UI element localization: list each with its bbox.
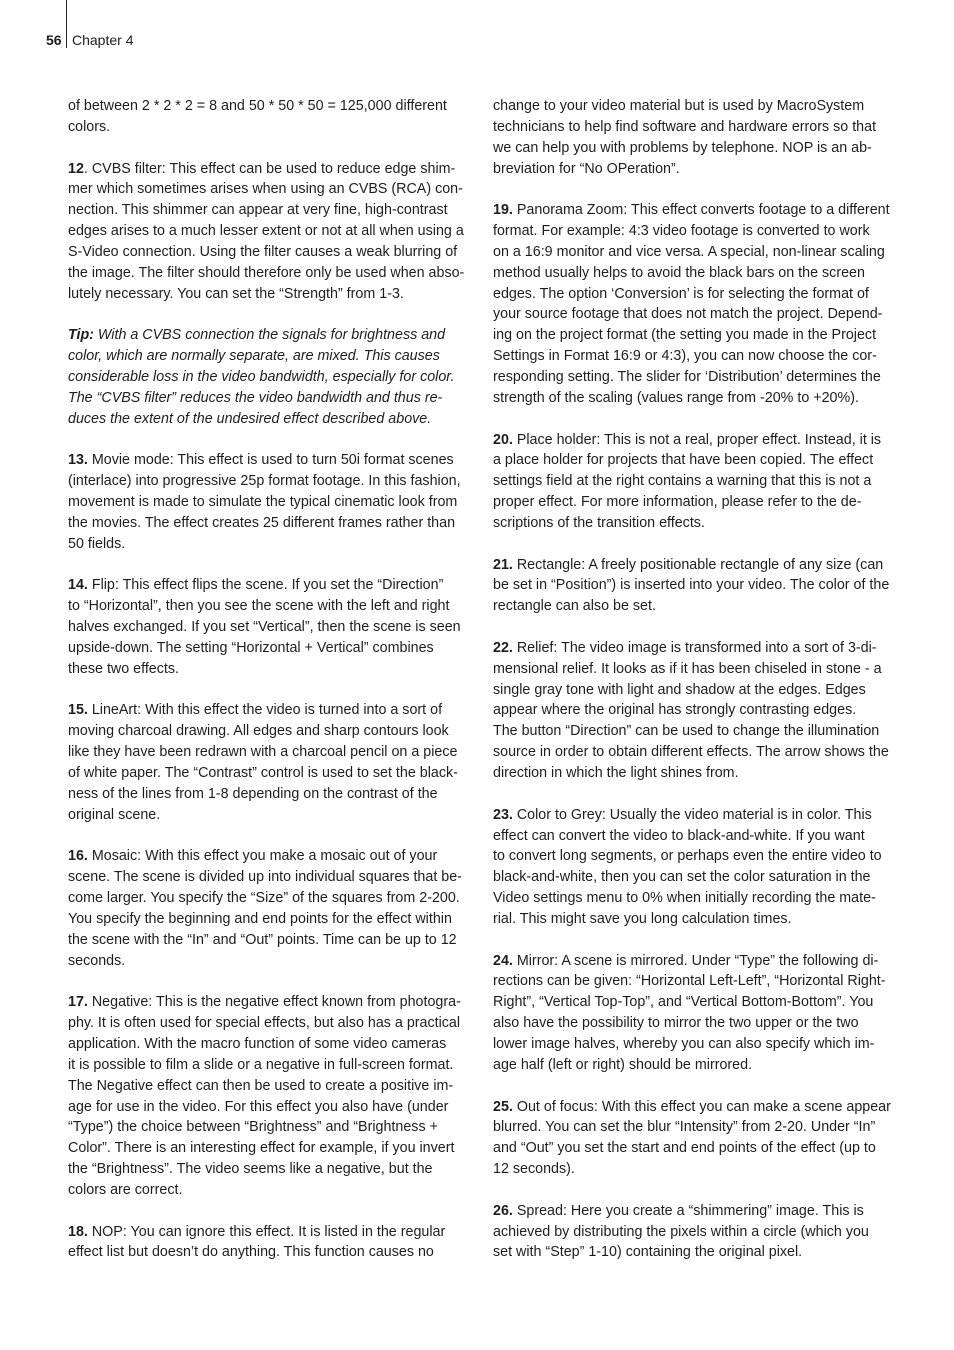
line-text: also have the possibility to mirror the two upper or the two bbox=[493, 1015, 859, 1032]
text-line bbox=[493, 1242, 899, 1263]
text-line bbox=[493, 1034, 899, 1055]
effect-paragraph bbox=[68, 1222, 472, 1264]
line-text: colors. bbox=[68, 118, 111, 135]
line-text: The button “Direction” can be used to change the illumination bbox=[493, 723, 880, 740]
item-number: Tip: bbox=[68, 327, 94, 344]
text-line bbox=[493, 1159, 899, 1180]
effect-paragraph bbox=[493, 951, 899, 1076]
line-text: achieved by distributing the pixels within a circle (which you bbox=[493, 1223, 869, 1240]
effect-paragraph bbox=[68, 159, 472, 305]
line-text: strength of the scaling (values range from -20% to +20%). bbox=[493, 389, 859, 406]
text-line bbox=[493, 742, 899, 763]
text-line bbox=[493, 1097, 899, 1118]
line-text: of white paper. The “Contrast” control is used to set the black- bbox=[68, 765, 458, 781]
text-line bbox=[68, 721, 472, 742]
line-text: rections can be given: “Horizontal Left-Left”, “Horizontal Right- bbox=[493, 973, 886, 990]
text-line bbox=[68, 513, 472, 534]
line-text: format. For example: 4:3 video footage is converted to work bbox=[493, 223, 870, 240]
text-line bbox=[493, 159, 899, 180]
line-text: black-and-white, then you can set the color saturation in the bbox=[493, 869, 871, 886]
text-line bbox=[493, 1117, 899, 1138]
line-text: 50 fields. bbox=[68, 535, 126, 552]
text-line bbox=[68, 638, 472, 659]
line-text: lower image halves, whereby you can also specify which im- bbox=[493, 1035, 875, 1052]
text-line bbox=[493, 492, 899, 513]
line-text: the image. The filter should therefore only be used when abso- bbox=[68, 264, 465, 281]
line-text: halves exchanged. If you set “Vertical”, then the scene is seen bbox=[68, 619, 461, 636]
text-line bbox=[68, 888, 472, 909]
line-text: Flip: This effect flips the scene. If you set the “Direction” bbox=[87, 577, 444, 594]
effect-paragraph bbox=[493, 1097, 899, 1180]
item-number: 25. bbox=[493, 1098, 513, 1115]
line-text: application. With the macro function of some video cameras bbox=[68, 1035, 447, 1052]
text-line bbox=[493, 680, 899, 701]
line-text: Settings in Format 16:9 or 4:3), you can now choose the cor- bbox=[493, 348, 877, 365]
line-text: be set in “Position”) is inserted into your video. The color of the bbox=[493, 577, 890, 594]
header-rule bbox=[66, 0, 67, 48]
line-text: and “Out” you set the start and end points of the effect (up to bbox=[493, 1140, 876, 1157]
text-line bbox=[493, 805, 899, 826]
line-text: NOP: You can ignore this effect. It is listed in the regular bbox=[87, 1223, 446, 1240]
line-text: Color to Grey: Usually the video material is in color. This bbox=[512, 806, 872, 823]
text-line bbox=[68, 388, 472, 409]
text-line bbox=[68, 909, 472, 930]
line-text: Video settings menu to 0% when initially recording the mate- bbox=[493, 890, 876, 907]
line-text: Out of focus: With this effect you can make a scene appear bbox=[512, 1098, 891, 1115]
text-line bbox=[493, 138, 899, 159]
text-line bbox=[68, 742, 472, 763]
text-line bbox=[68, 992, 472, 1013]
line-text: movement is made to simulate the typical cinematic look from bbox=[68, 494, 458, 511]
text-line bbox=[68, 367, 472, 388]
text-line bbox=[493, 1013, 899, 1034]
item-number: 22. bbox=[493, 639, 513, 656]
text-line bbox=[493, 325, 899, 346]
text-line bbox=[493, 284, 899, 305]
text-line bbox=[68, 763, 472, 784]
text-line bbox=[68, 1117, 472, 1138]
line-text: The “CVBS filter” reduces the video bandwidth and thus re- bbox=[68, 389, 443, 406]
line-text: LineArt: With this effect the video is turned into a sort of bbox=[87, 702, 443, 719]
line-text: responding setting. The slider for ‘Distribution’ determines the bbox=[493, 368, 881, 385]
text-line bbox=[68, 575, 472, 596]
line-text: seconds. bbox=[68, 952, 126, 969]
line-text: we can help you with problems by telephone. NOP is an ab- bbox=[493, 139, 872, 156]
line-text: edges. The option ‘Conversion’ is for selecting the format of bbox=[493, 285, 869, 302]
item-number: 15. bbox=[68, 702, 88, 719]
line-text: change to your video material but is used by MacroSystem bbox=[493, 98, 865, 114]
text-line bbox=[493, 200, 899, 221]
item-number: 14. bbox=[68, 577, 88, 594]
text-line bbox=[493, 367, 899, 388]
text-line bbox=[493, 971, 899, 992]
tip-paragraph bbox=[68, 325, 472, 429]
line-text: original scene. bbox=[68, 806, 161, 823]
text-line bbox=[493, 242, 899, 263]
line-text: Movie mode: This effect is used to turn 50i format scenes bbox=[87, 452, 454, 469]
line-text: “Type”) the choice between “Brightness” and “Brightness + bbox=[68, 1119, 438, 1136]
text-line bbox=[68, 450, 472, 471]
effect-paragraph bbox=[493, 805, 899, 930]
line-text: Relief: The video image is transformed into a sort of 3-di- bbox=[512, 639, 877, 656]
text-line bbox=[493, 659, 899, 680]
text-line bbox=[493, 263, 899, 284]
text-line bbox=[493, 96, 899, 117]
line-text: the movies. The effect creates 25 different frames rather than bbox=[68, 514, 456, 531]
effect-paragraph bbox=[493, 200, 899, 408]
line-text: moving charcoal drawing. All edges and sharp contours look bbox=[68, 723, 449, 740]
line-text: Mirror: A scene is mirrored. Under “Type” the following di- bbox=[512, 952, 879, 969]
text-line bbox=[493, 888, 899, 909]
line-text: method usually helps to avoid the black bars on the screen bbox=[493, 264, 865, 281]
text-line bbox=[68, 1055, 472, 1076]
line-text: effect can convert the video to black-and-white. If you want bbox=[493, 827, 865, 844]
effect-paragraph bbox=[68, 575, 472, 679]
text-line bbox=[493, 992, 899, 1013]
text-line bbox=[68, 1180, 472, 1201]
text-line bbox=[68, 1013, 472, 1034]
item-number: 13. bbox=[68, 452, 88, 469]
effect-paragraph bbox=[493, 1201, 899, 1264]
page-number: 56 bbox=[46, 32, 62, 48]
line-text: upside-down. The setting “Horizontal + Vertical” combines bbox=[68, 639, 434, 656]
effect-paragraph bbox=[493, 96, 899, 179]
line-text: these two effects. bbox=[68, 660, 179, 677]
text-line bbox=[68, 951, 472, 972]
effect-paragraph bbox=[68, 992, 472, 1200]
text-line bbox=[68, 284, 472, 305]
text-line bbox=[493, 513, 899, 534]
line-text: nection. This shimmer can appear at very fine, high-contrast bbox=[68, 202, 448, 219]
text-line bbox=[493, 1201, 899, 1222]
effect-paragraph bbox=[68, 96, 472, 138]
line-text: 12 seconds). bbox=[493, 1161, 575, 1178]
line-text: on a 16:9 monitor and vice versa. A special, non-linear scaling bbox=[493, 243, 885, 260]
text-line bbox=[68, 784, 472, 805]
line-text: your source footage that does not match the project. Depend- bbox=[493, 306, 883, 323]
line-text: rial. This might save you long calculation times. bbox=[493, 910, 792, 927]
text-line bbox=[493, 867, 899, 888]
line-text: color, which are normally separate, are mixed. This causes bbox=[68, 348, 440, 365]
text-line bbox=[68, 1242, 472, 1263]
line-text: technicians to help find software and hardware errors so that bbox=[493, 118, 877, 135]
line-text: rectangle can also be set. bbox=[493, 598, 656, 615]
line-text: Color”. There is an interesting effect for example, if you invert bbox=[68, 1140, 455, 1157]
item-number: 16. bbox=[68, 848, 88, 865]
text-line bbox=[68, 263, 472, 284]
line-text: settings field at the right contains a warning that this is not a bbox=[493, 473, 872, 490]
text-line bbox=[68, 617, 472, 638]
right-column bbox=[493, 96, 899, 1284]
text-line bbox=[68, 1222, 472, 1243]
text-line bbox=[68, 242, 472, 263]
text-line bbox=[68, 534, 472, 555]
item-number: 19. bbox=[493, 202, 513, 219]
line-text: the “Brightness”. The video seems like a negative, but the bbox=[68, 1161, 433, 1178]
text-line bbox=[68, 1034, 472, 1055]
line-text: Place holder: This is not a real, proper effect. Instead, it is bbox=[512, 431, 882, 448]
text-line bbox=[493, 846, 899, 867]
text-line bbox=[68, 1097, 472, 1118]
text-line bbox=[493, 826, 899, 847]
line-text: phy. It is often used for special effects, but also has a practical bbox=[68, 1015, 461, 1032]
text-line bbox=[493, 221, 899, 242]
line-text: You specify the beginning and end points for the effect within bbox=[68, 910, 452, 927]
text-line bbox=[68, 409, 472, 430]
line-text: colors are correct. bbox=[68, 1181, 183, 1198]
left-column bbox=[68, 96, 472, 1284]
item-number: 24. bbox=[493, 952, 513, 969]
text-line bbox=[68, 179, 472, 200]
text-line bbox=[68, 930, 472, 951]
text-line bbox=[68, 471, 472, 492]
effect-paragraph bbox=[68, 700, 472, 825]
text-line bbox=[493, 951, 899, 972]
line-text: mensional relief. It looks as if it has been chiseled in stone - a bbox=[493, 660, 882, 677]
text-line bbox=[493, 721, 899, 742]
text-line bbox=[68, 325, 472, 346]
text-line bbox=[68, 117, 472, 138]
effect-paragraph bbox=[493, 555, 899, 618]
line-text: Rectangle: A freely positionable rectangle of any size (can bbox=[512, 556, 884, 573]
chapter-label: Chapter 4 bbox=[72, 32, 134, 48]
text-line bbox=[68, 867, 472, 888]
text-line bbox=[68, 159, 472, 180]
item-number: 23. bbox=[493, 806, 513, 823]
item-number: 20. bbox=[493, 431, 513, 448]
line-text: (interlace) into progressive 25p format footage. In this fashion, bbox=[68, 473, 461, 490]
item-number: 21. bbox=[493, 556, 513, 573]
line-text: ing on the project format (the setting you made in the Project bbox=[493, 327, 877, 344]
line-text: effect list but doesn’t do anything. This function causes no bbox=[68, 1244, 434, 1261]
text-line bbox=[493, 117, 899, 138]
text-line bbox=[493, 450, 899, 471]
line-text: scene. The scene is divided up into individual squares that be- bbox=[68, 869, 462, 886]
text-line bbox=[493, 575, 899, 596]
text-line bbox=[493, 763, 899, 784]
text-line bbox=[68, 200, 472, 221]
text-line bbox=[68, 492, 472, 513]
line-text: age for use in the video. For this effect you also have (under bbox=[68, 1098, 449, 1115]
line-text: Spread: Here you create a “shimmering” image. This is bbox=[512, 1202, 864, 1219]
text-line bbox=[493, 638, 899, 659]
line-text: blurred. You can set the blur “Intensity” from 2-20. Under “In” bbox=[493, 1119, 876, 1136]
text-line bbox=[68, 700, 472, 721]
text-line bbox=[68, 96, 472, 117]
text-line bbox=[68, 221, 472, 242]
text-line bbox=[493, 304, 899, 325]
line-text: age half (left or right) should be mirrored. bbox=[493, 1056, 753, 1073]
effect-paragraph bbox=[68, 450, 472, 554]
item-number: 26. bbox=[493, 1202, 513, 1219]
line-text: duces the extent of the undesired effect described above. bbox=[68, 410, 432, 427]
text-line bbox=[493, 471, 899, 492]
line-text: direction in which the light shines from. bbox=[493, 765, 739, 781]
line-text: to “Horizontal”, then you see the scene with the left and right bbox=[68, 598, 450, 615]
line-text: The Negative effect can then be used to create a positive im- bbox=[68, 1077, 454, 1094]
text-line bbox=[68, 659, 472, 680]
text-line bbox=[493, 909, 899, 930]
line-text: of between 2 * 2 * 2 = 8 and 50 * 50 * 50 = 125,000 different bbox=[68, 98, 447, 114]
line-text: S-Video connection. Using the filter causes a weak blurring of bbox=[68, 243, 458, 260]
line-text: Negative: This is the negative effect known from photogra- bbox=[87, 994, 461, 1011]
line-text: the scene with the “In” and “Out” points. Time can be up to 12 bbox=[68, 931, 457, 948]
line-text: Right”, “Vertical Top-Top”, and “Vertical Bottom-Bottom”. You bbox=[493, 994, 874, 1011]
text-line bbox=[493, 555, 899, 576]
line-text: source in order to obtain different effects. The arrow shows the bbox=[493, 744, 889, 761]
line-text: Mosaic: With this effect you make a mosaic out of your bbox=[87, 848, 438, 865]
line-text: like they have been redrawn with a charcoal pencil on a piece bbox=[68, 744, 458, 761]
text-line bbox=[68, 1076, 472, 1097]
item-number: 18. bbox=[68, 1223, 88, 1240]
text-line bbox=[493, 430, 899, 451]
line-text: Panorama Zoom: This effect converts footage to a different bbox=[512, 202, 890, 219]
line-text: come larger. You specify the “Size” of the squares from 2-200. bbox=[68, 890, 460, 907]
text-line bbox=[68, 846, 472, 867]
line-text: a place holder for projects that have been copied. The effect bbox=[493, 452, 874, 469]
line-text: With a CVBS connection the signals for brightness and bbox=[93, 327, 446, 344]
text-line bbox=[68, 1159, 472, 1180]
line-text: mer which sometimes arises when using an CVBS (RCA) con- bbox=[68, 181, 463, 198]
effect-paragraph bbox=[68, 846, 472, 971]
line-text: ness of the lines from 1-8 depending on the contrast of the bbox=[68, 785, 438, 802]
text-line bbox=[493, 1055, 899, 1076]
effect-paragraph bbox=[493, 638, 899, 784]
line-text: proper effect. For more information, please refer to the de- bbox=[493, 494, 862, 511]
line-text: edges arises to a much lesser extent or not at all when using a bbox=[68, 223, 464, 240]
text-line bbox=[493, 346, 899, 367]
line-text: it is possible to film a slide or a negative in full-screen format. bbox=[68, 1056, 454, 1073]
line-text: single gray tone with light and shadow at the edges. Edges bbox=[493, 681, 866, 698]
item-number: 12 bbox=[68, 160, 84, 177]
item-number: 17. bbox=[68, 994, 88, 1011]
text-line bbox=[68, 346, 472, 367]
effect-paragraph bbox=[493, 430, 899, 534]
text-line bbox=[68, 596, 472, 617]
line-text: considerable loss in the video bandwidth, especially for color. bbox=[68, 368, 455, 385]
text-line bbox=[68, 805, 472, 826]
text-line bbox=[493, 1138, 899, 1159]
line-text: breviation for “No OPeration”. bbox=[493, 160, 680, 177]
line-text: lutely necessary. You can set the “Strength” from 1-3. bbox=[68, 285, 404, 302]
text-line bbox=[493, 1222, 899, 1243]
line-text: set with “Step” 1-10) containing the original pixel. bbox=[493, 1244, 803, 1261]
line-text: to convert long segments, or perhaps even the entire video to bbox=[493, 848, 882, 865]
text-line bbox=[68, 1138, 472, 1159]
text-line bbox=[493, 596, 899, 617]
text-line bbox=[493, 700, 899, 721]
line-text: appear where the original has strongly contrasting edges. bbox=[493, 702, 857, 719]
text-line bbox=[493, 388, 899, 409]
line-text: . CVBS filter: This effect can be used to reduce edge shim- bbox=[83, 160, 456, 177]
line-text: scriptions of the transition effects. bbox=[493, 514, 705, 531]
